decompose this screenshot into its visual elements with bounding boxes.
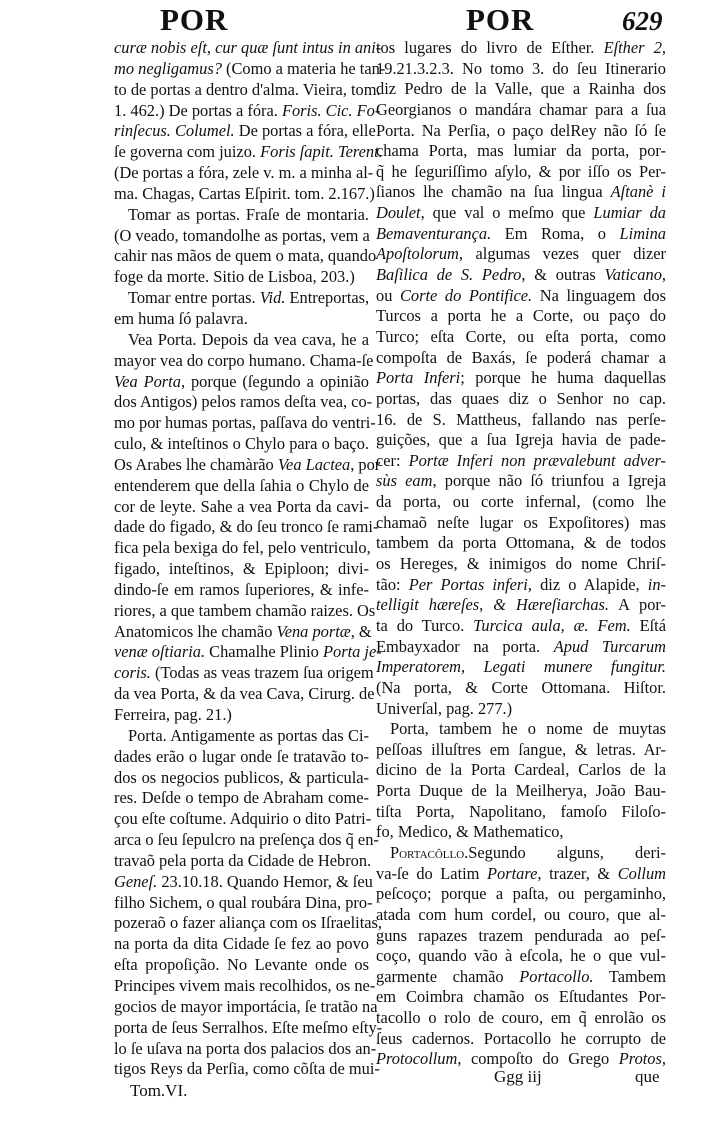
italic-run: Bemaventurança.	[376, 223, 492, 243]
running-head-left: POR	[160, 2, 229, 37]
italic-run: Limina	[619, 223, 666, 243]
text-run: tacollo o rolo de couro, em q̃ enrolão os	[376, 1008, 666, 1028]
text-run: Chamalhe Plinio	[205, 642, 323, 662]
text-line	[376, 79, 666, 100]
text-run: , porque (ſegundo a opinião	[180, 371, 369, 391]
text-line	[114, 850, 372, 872]
text-line	[376, 286, 666, 307]
text-run: dos Antigos) pelos ramos deſta vea, co-	[114, 392, 373, 412]
text-run: Tomar entre portas.	[128, 288, 260, 308]
text-run: to de portas a dentro d'alma. Vieira, tom.	[114, 79, 381, 99]
text-line	[114, 392, 373, 413]
text-run: garmente chamão	[376, 966, 520, 986]
text-run: tambem da porta Ottomana, & de todos	[376, 533, 666, 553]
text-run: mayor vea do corpo humano. Chama-ſe	[114, 350, 374, 370]
text-run: Em Roma, o	[491, 223, 620, 243]
text-run: ta do Turco.	[376, 615, 474, 635]
text-line	[114, 372, 369, 393]
text-line	[376, 121, 666, 142]
text-line	[114, 621, 372, 643]
italic-run: venæ oſtiaria.	[114, 642, 206, 662]
text-run: portas, das quaes diz o Senhor no cap.	[376, 388, 666, 408]
text-run: , diz o Alapide,	[527, 574, 648, 594]
text-line	[114, 559, 369, 580]
text-run: Turcos a porta he a Corte, ou paço do	[376, 306, 666, 326]
italic-run: Lumiar da	[593, 203, 666, 223]
text-run: Os Arabes lhe chamàrão	[114, 454, 278, 474]
text-run: arca o ſeu ſepulcro na preſença dos q̃ en-	[114, 830, 379, 850]
text-line	[114, 642, 382, 663]
text-run: tos lugares do livro de Eſther.	[376, 38, 604, 57]
text-run: cahir nas mãos de quem o mata, quando	[114, 246, 377, 266]
text-run: chama Porta, mas lumiar da porta, por-	[376, 141, 666, 161]
italic-run: Aſtanè i	[610, 182, 666, 202]
text-line	[114, 454, 381, 476]
italic-run: Baſilica de S. Pedro	[376, 265, 522, 285]
italic-run: sùs eam	[376, 471, 433, 491]
text-run: A por-	[609, 595, 666, 615]
running-head-right: POR	[466, 2, 535, 37]
right-column	[376, 38, 666, 1070]
italic-run: Protocollum	[376, 1049, 458, 1069]
text-run: 1. 462.) De portas a fóra.	[114, 100, 282, 120]
text-run: na porta da dita Cidade ſe fez ao povo	[114, 934, 369, 954]
text-run: , &	[350, 621, 372, 641]
text-run: tigos Reys da Perſia, como cõſta de mui-	[114, 1059, 380, 1079]
text-run: os Hereges, & inimigos do nome Chriſ-	[376, 554, 666, 574]
text-line	[114, 205, 369, 226]
text-run: Georgianos o mandára chamar para a ſua	[376, 99, 666, 119]
text-run: (Na porta, & Corte Ottomana. Hiſtor.	[376, 677, 666, 697]
text-run: guições, que a ſua Igreja havia de pade-	[376, 430, 666, 450]
italic-run: Doulet	[376, 203, 421, 223]
text-line	[376, 760, 666, 781]
text-line	[376, 244, 666, 265]
text-line	[114, 580, 369, 601]
text-run: diz Pedro de la Valle, que a Rainha dos	[376, 79, 666, 99]
text-run: dades erão o lugar onde ſe tratavão to-	[114, 746, 369, 766]
italic-run: Vea Porta	[114, 371, 181, 391]
text-line	[114, 538, 369, 559]
italic-run: Eſther 2,	[603, 38, 666, 57]
text-run: Porta. Na Perſia, o paço delRey não ſó ſe	[376, 120, 666, 140]
italic-run: Vid.	[259, 288, 286, 308]
text-run: figado, inteſtinos, & Epiploon; divi-	[114, 559, 369, 579]
text-line	[376, 946, 666, 967]
italic-run: Geneſ.	[114, 871, 158, 891]
text-line	[114, 955, 369, 976]
italic-run: Foris. Cic. Fo-	[281, 100, 381, 120]
text-line	[114, 163, 374, 184]
text-run: Anatomicos lhe chamão	[114, 621, 277, 641]
text-run: (De portas a fóra, zele v. m. a minha al-	[114, 163, 374, 183]
text-run: , trazer, &	[537, 863, 618, 883]
text-run: da vea Porta, & da vea Cava, Cirurg. de	[114, 684, 375, 704]
text-line	[114, 309, 369, 330]
text-line	[376, 100, 666, 121]
text-line	[376, 162, 666, 183]
text-run: ſianos lhe chamão na ſua lingua	[376, 182, 611, 202]
italic-run: curæ nobis eſt, cur quæ ſunt intus in ani-	[114, 38, 382, 57]
text-run: 23.10.18. Quando Hemor, & ſeu	[157, 871, 373, 891]
text-run: Eſtá	[630, 615, 666, 635]
text-run: Entreportas,	[285, 288, 370, 308]
volume-mark: Tom.VI.	[130, 1081, 188, 1100]
text-run: (Como a materia he tan-	[221, 58, 386, 78]
text-run: eſta propoſição. No Levante onde os	[114, 955, 369, 975]
text-run: dade do figado, & do ſeu tronco ſe rami-	[114, 517, 379, 537]
text-line	[114, 996, 378, 1018]
text-line	[114, 892, 373, 914]
text-run: chamaõ neſte lugar os Expoſitores) mas	[376, 512, 666, 532]
text-run: 16. de S. Mattheus, fallando nas perſe-	[376, 409, 666, 429]
italic-run: telligit hæreſes, & Hæreſiarchas.	[376, 595, 610, 615]
italic-run: Corte do Pontifice.	[399, 285, 533, 305]
text-line	[376, 822, 666, 843]
text-line	[114, 121, 376, 142]
text-line	[376, 781, 666, 802]
text-line	[114, 38, 382, 59]
italic-run: Imperatorem, Legati munere fungitur.	[376, 657, 666, 677]
text-run: dos os negocios publicos, & particula-	[114, 767, 369, 787]
text-run: tiſta Porta, Napolitano, famoſo Filoſo-	[376, 801, 666, 821]
text-line	[376, 884, 666, 905]
text-run: , porque não ſó triunfou a Igreja	[432, 471, 666, 491]
text-run: Embayxador na porta.	[376, 636, 554, 656]
text-line	[376, 38, 666, 59]
text-line	[376, 410, 666, 431]
italic-run: coris.	[114, 663, 151, 683]
text-run: travaõ pela porta da Cidade de Hebron.	[114, 850, 372, 870]
text-line	[114, 517, 379, 538]
text-run: foge da morte. Sitio de Lisboa, 203.)	[114, 267, 355, 287]
text-line	[376, 595, 666, 616]
text-run: coço, quando vão à eſcola, he o que vul-	[376, 946, 666, 966]
italic-run: Portacollo.	[519, 966, 594, 986]
text-line	[376, 430, 666, 451]
text-line	[114, 1038, 377, 1060]
text-run: da porta, ou corte infernal, (como lhe	[376, 492, 666, 512]
text-run: çou eſte coſtume. Adquirio o dito Patri-	[114, 809, 372, 829]
text-line	[376, 802, 666, 823]
text-run: peſcoço; porque a paſta, ou pergaminho,	[376, 884, 666, 904]
text-run: Porta. Antigamente as portas das Ci-	[128, 725, 369, 745]
text-line	[114, 809, 372, 830]
text-run: pozeraõ o fazer aliança com os Iſraelitas,	[114, 913, 383, 933]
text-run: Vea Porta. Depois da vea cava, he a	[128, 329, 369, 349]
text-line	[376, 492, 666, 513]
headword: Portacôllo.	[390, 842, 469, 862]
text-line	[376, 719, 666, 740]
text-run: guns rapazes trazem pendurada ao peſ-	[376, 925, 666, 945]
text-run: tão:	[376, 574, 409, 594]
text-run: lo ſe uſava na porta dos palacios dos an-	[114, 1038, 377, 1058]
text-run: Ferreira, pag. 21.)	[114, 705, 232, 724]
text-run: , & outras	[521, 265, 605, 285]
text-line	[114, 788, 369, 809]
italic-run: rinſecus. Columel.	[114, 121, 235, 141]
text-line	[114, 434, 369, 455]
italic-run: in-	[647, 574, 666, 594]
text-run: em Coimbra chamão os Eſtudantes Por-	[376, 987, 666, 1007]
text-line	[114, 726, 369, 747]
signature-mark: Ggg iij	[494, 1067, 542, 1086]
text-run: dicino de la Porta Cardeal, Carlos de la	[376, 760, 666, 780]
italic-run: Porta Inferi	[376, 368, 461, 388]
text-run: mo por humas portas, paſſava do ventri-	[114, 413, 376, 433]
text-line	[376, 1029, 666, 1050]
text-run: (O veado, tomandolhe as portas, vem a	[114, 225, 370, 245]
italic-run: Foris ſapit. Terent.	[260, 142, 383, 162]
text-run: Porta, tambem he o nome de muytas	[390, 719, 666, 739]
text-line	[376, 554, 666, 575]
text-line	[376, 843, 666, 864]
italic-run: Porta je-	[322, 642, 382, 662]
text-line	[376, 678, 666, 699]
italic-run: Apud Turcarum	[553, 636, 666, 656]
italic-run: Protos	[618, 1049, 662, 1069]
italic-run: Turcica aula, æ. Fem.	[473, 615, 631, 635]
text-line	[376, 327, 666, 348]
text-run: ſeus cadernos. Portacollo he corrupto de	[376, 1028, 666, 1048]
text-line	[376, 699, 666, 720]
text-run: , compoſto do Grego	[457, 1049, 619, 1069]
text-line	[376, 224, 666, 245]
text-line	[376, 637, 666, 658]
text-run: (Todas as veas trazem ſua origem	[150, 663, 374, 683]
text-run: peſſoas illuſtres em ſangue, & letras. Ar-	[376, 739, 666, 759]
text-line	[376, 967, 666, 988]
text-line	[114, 975, 376, 997]
text-line	[376, 533, 666, 554]
italic-run: Apoſtolorum	[376, 244, 459, 264]
text-run: De portas a fóra, elle	[234, 121, 376, 141]
italic-run: Portare	[487, 863, 538, 883]
text-line	[114, 747, 369, 768]
text-line	[376, 368, 666, 389]
text-line	[114, 226, 369, 247]
text-line	[114, 246, 377, 267]
italic-run: Vaticano	[604, 265, 662, 285]
text-run: q̃ he ſeguriſſimo aſylo, & por iſſo os Per-	[376, 161, 666, 181]
text-run: riores, a que tambem chamão raizes. Os	[114, 600, 376, 620]
text-run: cer:	[376, 450, 409, 470]
text-line	[376, 471, 666, 492]
text-run: va-ſe do Latim	[376, 863, 488, 883]
italic-run: Portæ Inferi non prævalebunt adver-	[408, 450, 666, 470]
text-run: Univerſal, pag. 277.)	[376, 698, 513, 718]
text-line	[376, 306, 666, 327]
text-line	[114, 1059, 380, 1080]
text-line	[376, 575, 666, 596]
text-line	[376, 141, 666, 162]
text-run: compoſta de Baxás, ſe poderá chamar a	[376, 347, 666, 367]
text-line	[114, 142, 383, 163]
text-run: , que val o meſmo que	[420, 203, 594, 223]
text-line	[376, 926, 666, 947]
text-run: Principes vivem mais recolhidos, os ne-	[114, 975, 376, 995]
text-run: culo, & inteſtinos o Chylo para o baço.	[114, 434, 369, 454]
text-line	[376, 905, 666, 926]
text-line	[114, 768, 369, 789]
text-line	[376, 864, 666, 885]
text-run: dindo-ſe em ramos ſuperiores, & infe-	[114, 579, 369, 599]
italic-run: Vea Lactea	[277, 454, 351, 474]
text-line	[114, 79, 381, 101]
text-line	[114, 58, 386, 80]
text-line	[114, 600, 376, 622]
text-run: Porta Duque de la Meilherya, João Bau-	[376, 781, 666, 801]
text-line	[114, 1017, 383, 1039]
text-run: Turco; eſta Corte, ou eſta porta, como	[376, 326, 666, 346]
text-run: , por	[350, 454, 381, 474]
text-run: , algumas vezes quer dizer	[458, 244, 666, 264]
text-run: ,	[661, 265, 666, 285]
text-line	[376, 513, 666, 534]
text-line	[376, 203, 666, 224]
text-run: ou	[376, 285, 400, 305]
text-line	[114, 663, 374, 684]
text-line	[114, 497, 369, 518]
text-run: ma. Chagas, Cartas Eſpirit. tom. 2.167.)	[114, 183, 375, 203]
text-run: cor de leyte. Sahe a vea Porta da cavi-	[114, 496, 369, 516]
text-line	[114, 830, 379, 851]
text-run: atada com hum cordel, ou couro, que al-	[376, 904, 666, 924]
text-line	[114, 476, 369, 497]
text-run: ; porque he huma daquellas	[460, 368, 666, 388]
text-line	[114, 913, 383, 934]
text-line	[376, 348, 666, 369]
text-line	[114, 413, 376, 434]
text-run: 19.21.3.2.3. No tomo 3. do ſeu Itinerario	[376, 58, 666, 78]
text-run: Na linguagem dos	[532, 285, 666, 305]
text-line	[114, 100, 381, 122]
text-line	[114, 871, 373, 893]
text-line	[376, 740, 666, 761]
text-line	[376, 1008, 666, 1029]
text-run: fo, Medico, & Mathematico,	[376, 822, 564, 842]
text-line	[376, 389, 666, 410]
text-run: res. Deſde o tempo de Abraham come-	[114, 788, 369, 808]
text-line	[376, 59, 666, 80]
text-run: filho Sichem, o qual roubára Dina, pro-	[114, 892, 373, 912]
italic-run: mo negligamus?	[114, 58, 222, 78]
text-line	[114, 330, 369, 351]
text-run: fica pela bexiga do fel, pelo ventriculo,	[114, 538, 371, 558]
text-run: Tomar as portas. Fraſe de montaria.	[128, 204, 369, 224]
text-line	[114, 684, 375, 705]
catchword: que	[635, 1067, 660, 1086]
text-line	[114, 267, 369, 288]
italic-run: Per Portas inferi	[408, 574, 528, 594]
text-run: Tambem	[593, 966, 667, 986]
italic-run: Collum	[617, 863, 666, 883]
text-line	[376, 182, 666, 203]
text-line	[114, 183, 375, 205]
page-number: 629	[622, 6, 663, 36]
text-line	[376, 616, 666, 637]
text-run: ſe governa com juizo.	[114, 142, 261, 162]
text-line	[114, 705, 369, 726]
text-line	[376, 451, 666, 472]
text-run: em huma ſó palavra.	[114, 308, 248, 328]
text-run: gocios de mayor importácia, ſe tratão na	[114, 996, 378, 1016]
text-run: entenderem que della ſahia o Chylo de	[114, 475, 369, 495]
text-line	[376, 265, 666, 286]
text-run: ,	[661, 1049, 666, 1069]
text-run: Segundo alguns, deri-	[468, 842, 666, 862]
text-run: porta de ſeus Serralhos. Eſte meſmo eſty-	[114, 1017, 383, 1037]
text-line	[114, 288, 369, 309]
text-line	[114, 350, 374, 372]
left-column	[114, 38, 386, 1080]
text-line	[114, 934, 369, 955]
italic-run: Vena portæ	[276, 621, 351, 641]
text-line	[376, 987, 666, 1008]
text-line	[376, 657, 666, 678]
